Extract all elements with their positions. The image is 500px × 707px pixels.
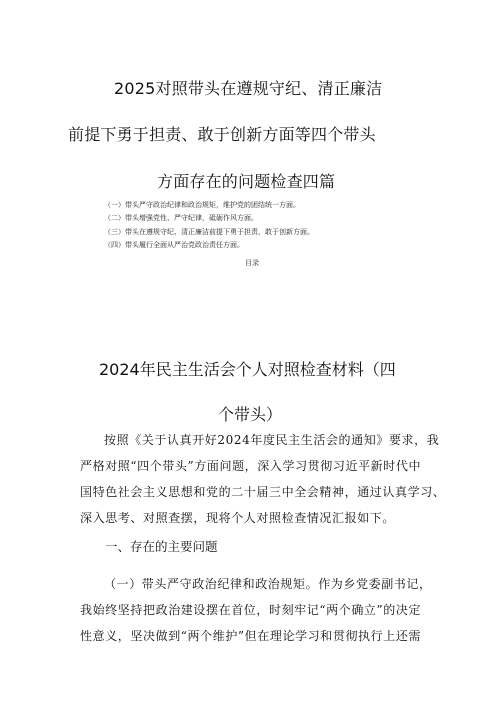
- intro-paragraph-line: 严格对照“四个带头”方面问题，深入学习贯彻习近平新时代中: [80, 459, 422, 473]
- intro-paragraph-line: 深入思考、对照查摆，现将个人对照检查情况汇报如下。: [80, 511, 396, 525]
- section-heading-line-2: 个带头）: [218, 405, 283, 424]
- toc-item[interactable]: （一）带头严守政治纪律和政治规矩，维护党的团结统一方面。: [104, 201, 300, 209]
- toc-item[interactable]: （三）带头在遵规守纪、清正廉洁前提下勇于担责、敢于创新方面。: [104, 227, 314, 236]
- table-of-contents: [104, 199, 424, 253]
- section-paragraph-line: （一）带头严守政治纪律和政治规矩。作为乡党委副书记，: [104, 577, 432, 591]
- section-title: 一、存在的主要问题: [105, 539, 218, 554]
- intro-paragraph-line: 按照《关于认真开好2024年度民主生活会的通知》要求，我: [104, 433, 440, 447]
- toc-label: 目录: [245, 259, 259, 267]
- document-title-line-2: 前提下勇于担责、敢于创新方面等四个带头: [68, 125, 376, 144]
- section-heading-line-1: 2024年民主生活会个人对照检查材料（四: [99, 360, 396, 379]
- section-paragraph-line: 我始终坚持把政治建设摆在首位，时刻牢记“两个确立”的决定: [80, 603, 422, 617]
- toc-item[interactable]: （四）带头履行全面从严治党政治责任方面。: [104, 241, 244, 250]
- toc-item[interactable]: （二）带头增强党性、严守纪律，砥砺作风方面。: [104, 214, 258, 223]
- document-title-line-1: 2025对照带头在遵规守纪、清正廉洁: [114, 79, 383, 98]
- section-paragraph-line: 性意义，坚决做到“两个维护”但在理论学习和贯彻执行上还需: [80, 629, 422, 643]
- intro-paragraph-line: 国特色社会主义思想和党的二十届三中全会精神，通过认真学习、: [80, 485, 446, 499]
- document-title-line-3: 方面存在的问题检查四篇: [157, 172, 336, 191]
